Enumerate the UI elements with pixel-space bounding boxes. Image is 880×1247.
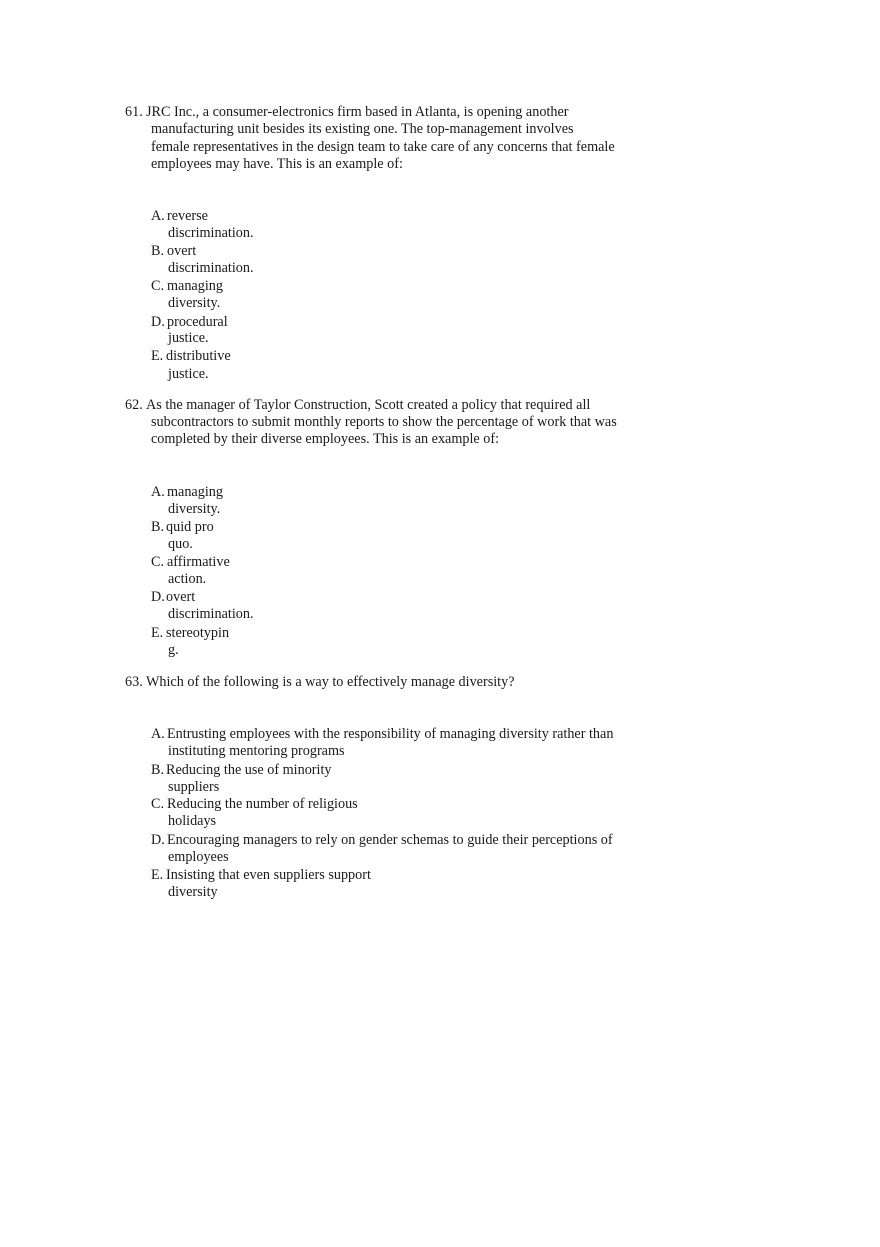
option-text: justice. bbox=[168, 366, 209, 382]
option-text: overt bbox=[166, 589, 196, 605]
option-text: managing bbox=[167, 484, 223, 500]
option-letter: C. bbox=[151, 554, 165, 570]
question-stem-line: JRC Inc., a consumer-electronics firm based in Atlanta, is opening another bbox=[146, 104, 569, 120]
question-number: 63. bbox=[125, 674, 143, 690]
option-text: quid pro bbox=[166, 519, 214, 535]
option-text: overt bbox=[167, 243, 197, 259]
option-text: discrimination. bbox=[168, 606, 254, 622]
option-letter: E. bbox=[151, 867, 164, 883]
option-letter: A. bbox=[151, 208, 165, 224]
option-letter: B. bbox=[151, 243, 165, 259]
question-stem-line: completed by their diverse employees. This is an example of: bbox=[151, 431, 500, 447]
option-text: Reducing the use of minority bbox=[166, 762, 332, 778]
option-text: managing bbox=[167, 278, 223, 294]
option-text: Reducing the number of religious bbox=[167, 796, 358, 812]
option-letter: A. bbox=[151, 484, 165, 500]
question-number: 61. bbox=[125, 104, 143, 120]
option-letter: D. bbox=[151, 589, 165, 605]
option-letter: B. bbox=[151, 762, 165, 778]
option-text: Insisting that even suppliers support bbox=[166, 867, 371, 883]
option-text: distributive bbox=[166, 348, 231, 364]
option-letter: C. bbox=[151, 796, 165, 812]
option-text: diversity. bbox=[168, 501, 221, 517]
option-letter: C. bbox=[151, 278, 165, 294]
option-text: justice. bbox=[168, 330, 209, 346]
option-text: Entrusting employees with the responsibility of managing diversity rather than bbox=[167, 726, 614, 742]
option-text: procedural bbox=[167, 314, 228, 330]
question-stem-line: subcontractors to submit monthly reports to show the percentage of work that was bbox=[151, 414, 617, 430]
option-text: action. bbox=[168, 571, 207, 587]
option-text: stereotypin bbox=[166, 625, 230, 641]
option-text: quo. bbox=[168, 536, 193, 552]
question-stem-line: Which of the following is a way to effectively manage diversity? bbox=[146, 674, 515, 690]
option-text: diversity bbox=[168, 884, 218, 900]
option-text: reverse bbox=[167, 208, 208, 224]
option-text: suppliers bbox=[168, 779, 220, 795]
option-text: diversity. bbox=[168, 295, 221, 311]
option-letter: A. bbox=[151, 726, 165, 742]
option-text: employees bbox=[168, 849, 229, 865]
question-number: 62. bbox=[125, 397, 143, 413]
question-stem-line: female representatives in the design team to take care of any concerns that female bbox=[151, 139, 615, 155]
option-text: instituting mentoring programs bbox=[168, 743, 345, 759]
option-letter: D. bbox=[151, 832, 165, 848]
option-text: g. bbox=[168, 642, 179, 658]
option-text: Encouraging managers to rely on gender schemas to guide their perceptions of bbox=[167, 832, 613, 848]
option-text: affirmative bbox=[167, 554, 230, 570]
question-stem-line: manufacturing unit besides its existing one. The top-management involves bbox=[151, 121, 574, 137]
option-text: discrimination. bbox=[168, 225, 254, 241]
question-stem-line: employees may have. This is an example of: bbox=[151, 156, 403, 172]
option-letter: D. bbox=[151, 314, 165, 330]
option-letter: E. bbox=[151, 348, 164, 364]
question-stem-line: As the manager of Taylor Construction, Scott created a policy that required all bbox=[146, 397, 591, 413]
option-text: holidays bbox=[168, 813, 217, 829]
option-letter: B. bbox=[151, 519, 165, 535]
option-letter: E. bbox=[151, 625, 164, 641]
option-text: discrimination. bbox=[168, 260, 254, 276]
